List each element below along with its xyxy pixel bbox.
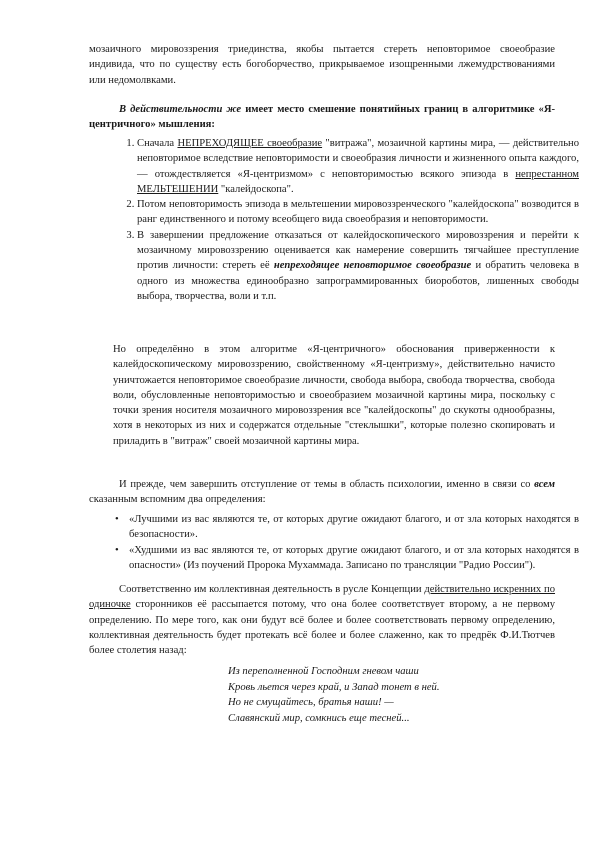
paragraph-conclusion: Соответственно им коллективная деятельность в русле Концепции действительно искренних по одиночке сторонников её рассыпается потому, что она более соответствует второму, а не первому определению. По мере того, как они будут всё более и более соответствовать первому определению, коллективная деятельность будет протекать всё более и более слаженно, как то предрёк Ф.И.Тютчев более столетия назад:	[89, 584, 556, 657]
bullet-icon: •	[115, 544, 119, 556]
bullet-icon: •	[115, 514, 119, 525]
poem-line: Славянский мир, сомкнись еще тесней...	[228, 712, 410, 724]
list-item: 1. Сначала НЕПРЕХОДЯЩЕЕ своеобразие "витража", мозаичной картины мира, — действительно неповторимое вследствие неповторимости и своеобразия личности и жизненного опыта каждого, — отождествляется «Я-центризмом» с неповторимостью всякого эпизода в непрестанном МЕЛЬТЕШЕНИИ "калейдоскопа".	[137, 136, 579, 197]
underlined-phrase: действительно искренних по одиночке	[89, 584, 556, 611]
underlined-phrase: НЕПРЕХОДЯЩЕЕ своеобразие	[177, 138, 323, 149]
underlined-phrase: непрестанном МЕЛЬТЕШЕНИИ	[137, 168, 579, 195]
numbered-list	[113, 136, 579, 304]
list-item: 3. В завершении предложение отказаться от калейдоскопического мировоззрения и перейти к мозаичному мировоззрению оценивается как намерение совершить тягчайшее преступление против личности: стереть её непреходящее неповторимое своеобразие и обратить человека в одного из множества единообразно запрограммированных биороботов, лишенных свободы выбора, творчества, воли и т.п.	[137, 228, 579, 304]
emphasized-word: всем	[534, 479, 555, 490]
paragraph-in-reality	[89, 102, 555, 133]
paragraph-lead: В действительности же	[119, 104, 242, 115]
paragraph-algorithm: Но определённо в этом алгоритме «Я-центричного» обоснования приверженности к калейдоскопическому мировоззрению, свойственному «Я-центризму», действительно начисто уничтожается неповторимое своеобразие личности, свобода выбора, свобода творчества, свобода воли, обусловленные неповторимостью и своеобразием мозаичной картины мира, поскольку с точки зрения носителя мозаичного мировоззрения все "калейдоскопы" до скукоты однообразны, хотя в некоторых из них и содержатся отдельные "стеклышки", которые полезно скопировать и приладить в "витраж" своей мозаичной картины мира.	[113, 344, 555, 447]
poem-line: Но не смущайтесь, братья наши! —	[228, 697, 394, 709]
paragraph-definitions-intro: И прежде, чем завершить отступление от темы в область психологии, именно в связи со всем сказанным вспомним два определения:	[89, 479, 555, 506]
list-item: • «Худшими из вас являются те, от которых другие ожидают благого, и от зла которых находятся в опасности» (Из поучений Пророка Мухаммада. Записано по трансляции "Радио России").	[115, 544, 579, 571]
poem-line: Из переполненной Господним гневом чаши	[228, 666, 419, 677]
bullet-list	[105, 512, 579, 573]
paragraph-rest: имеет место смешение понятийных границ в алгоритмике «Я-центричного» мышления:	[89, 104, 556, 131]
list-item: 2. Потом неповторимость эпизода в мельтешении мировоззренческого "калейдоскопа" возводится в ранг единственного и потому всеобщего вида своеобразия и неповторимости.	[137, 197, 579, 228]
poem-line: Кровь льется через край, и Запад тонет в ней.	[228, 681, 440, 693]
poem-quote	[228, 664, 548, 726]
paragraph-intro: мозаичного мировоззрения триединства, якобы пытается стереть неповторимое своеобразие индивида, что по существу есть богоборчество, прикрываемое изощренными лжемудрствованиями или недомолвками.	[89, 44, 555, 86]
emphasized-phrase: непреходящее неповторимое своеобразие	[273, 260, 472, 272]
list-item: • «Лучшими из вас являются те, от которых другие ожидают благого, и от зла которых находятся в безопасности».	[115, 514, 579, 541]
